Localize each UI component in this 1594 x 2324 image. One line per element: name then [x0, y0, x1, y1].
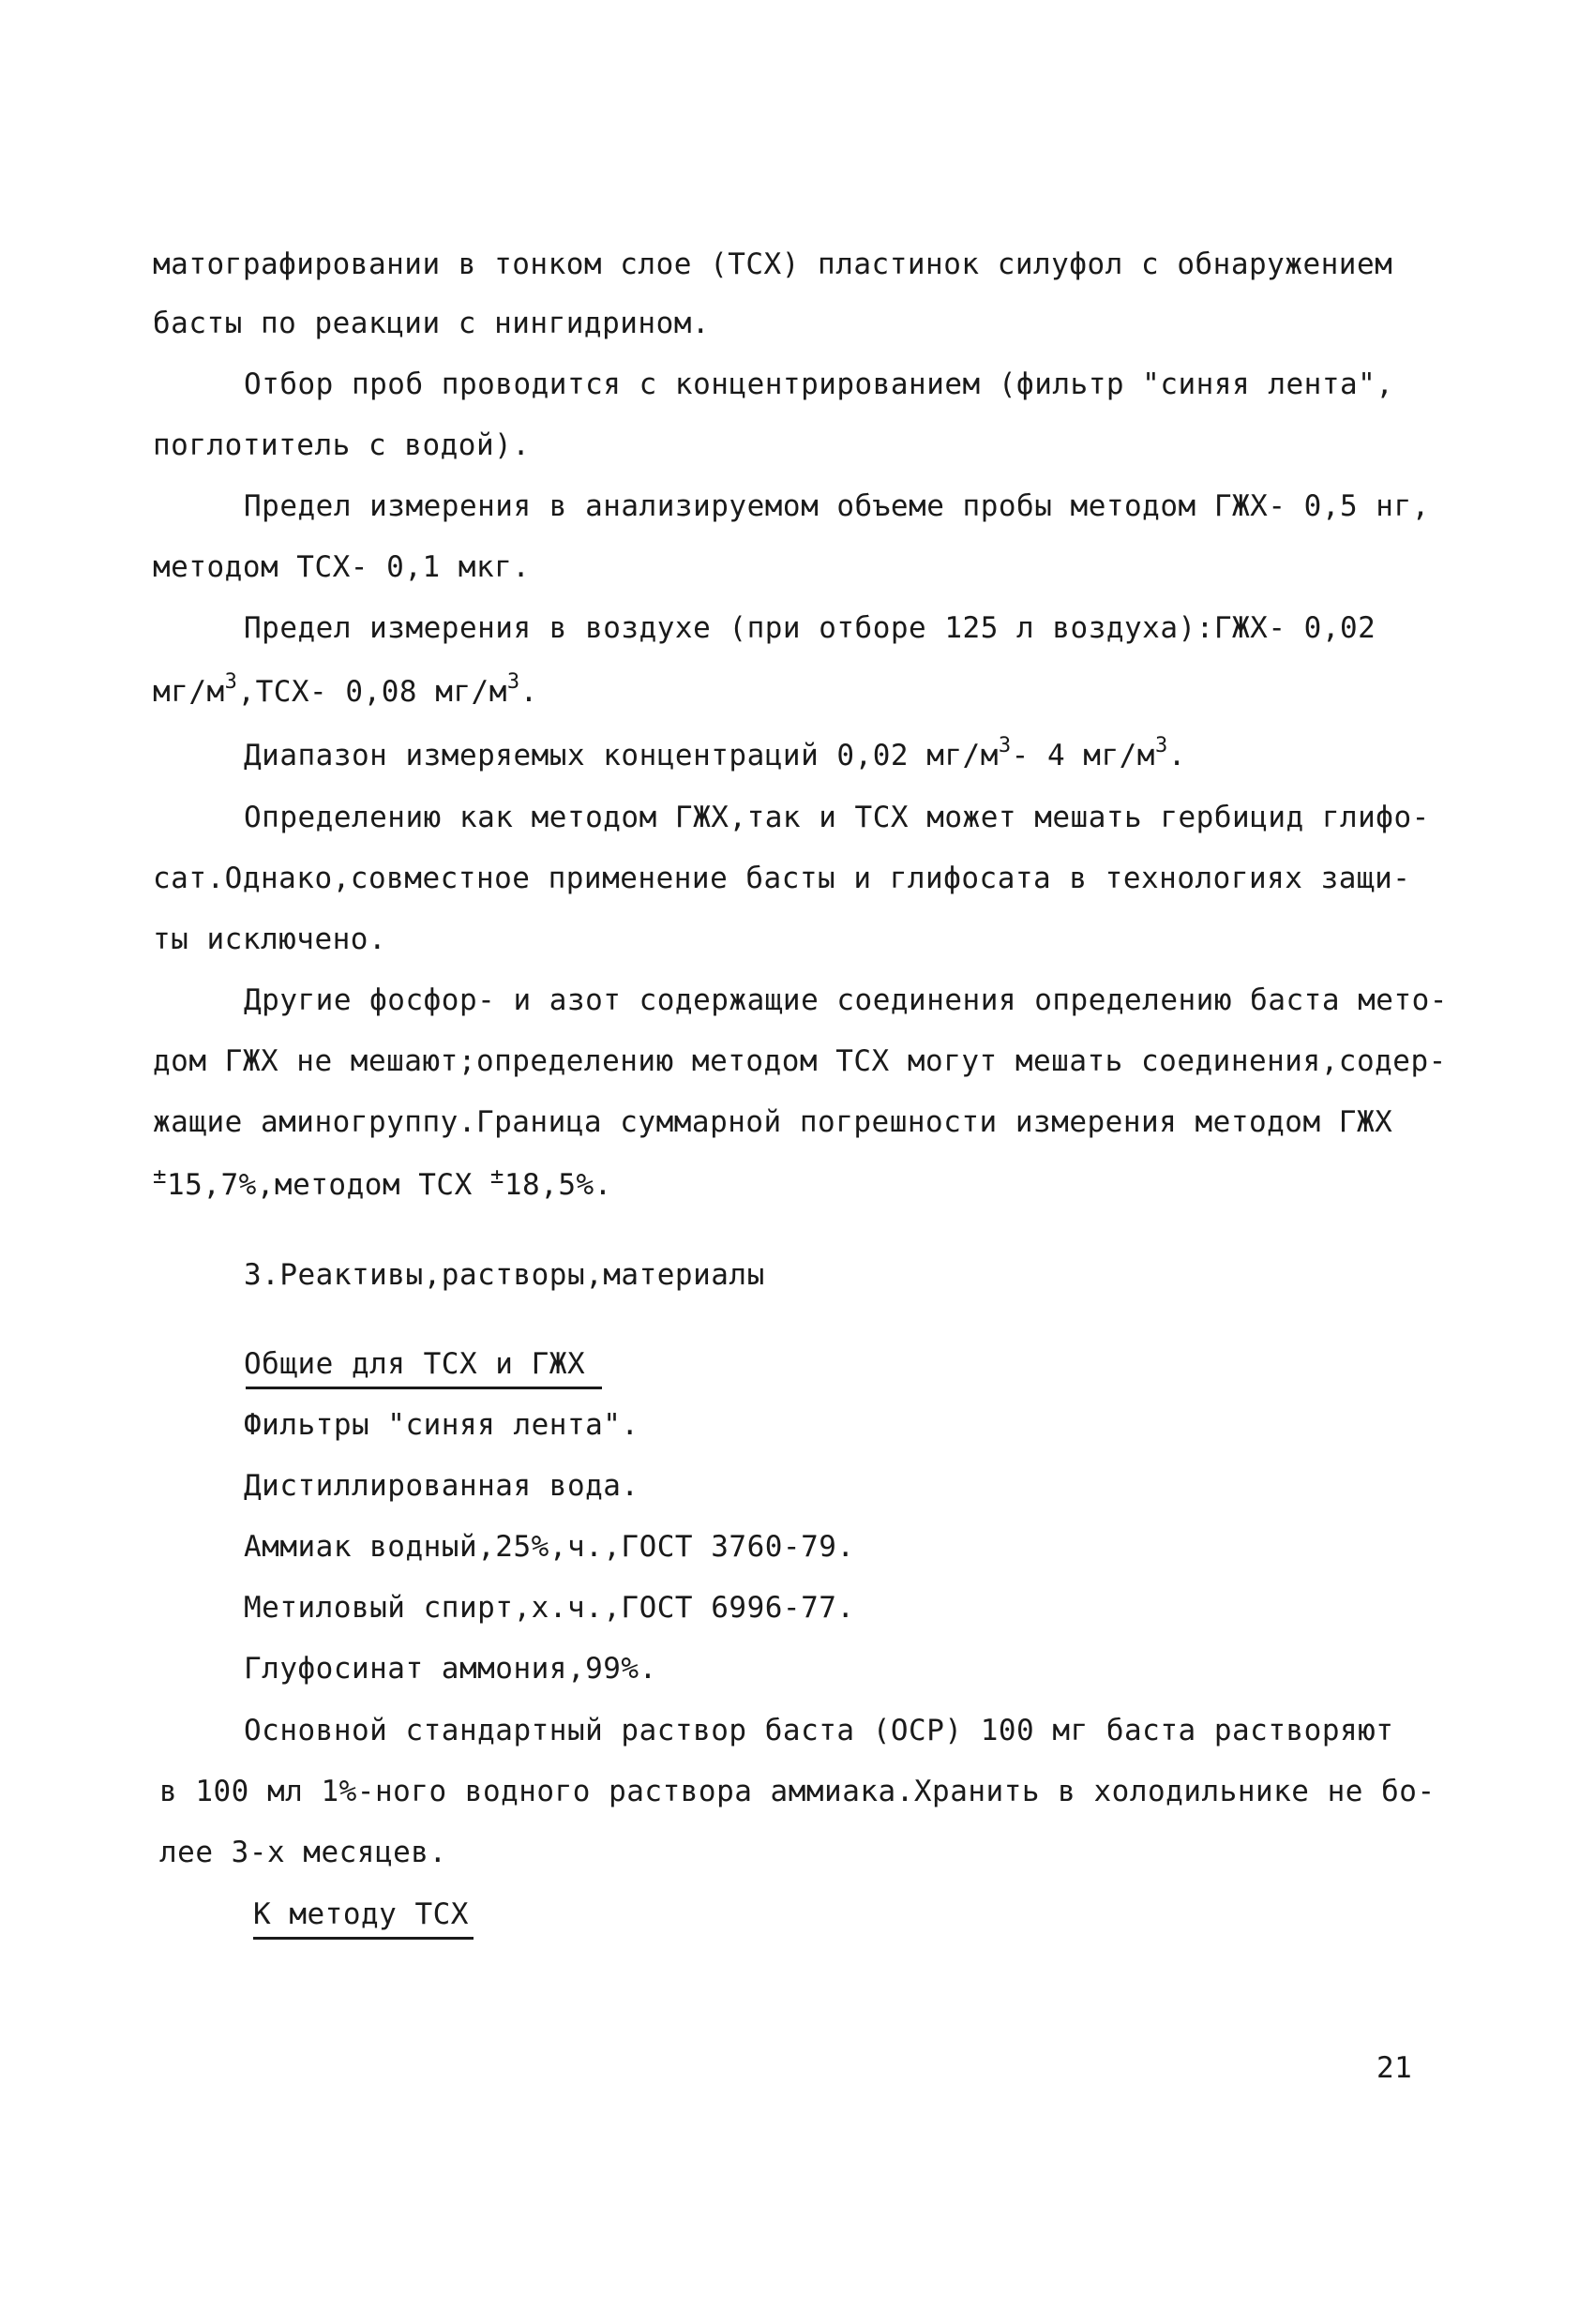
paragraph-limit-air-line-2: $мг/м^3,ТСХ-$ 0,08 $мг/м^3$.	[153, 670, 538, 709]
paragraph-other-line-4: ±15,7%,методом ТСХ ±18,5%.	[153, 1162, 612, 1202]
paragraph-other-line-1: Другие фосфор- и азот содержащие соединения определению баста мето-	[244, 983, 1448, 1017]
reagent-item-2: Дистиллированная вода.	[244, 1469, 639, 1503]
paragraph-interference-line-2: сат.Однако,совместное применение басты и глифосата в технологиях защи-	[153, 862, 1411, 895]
page-number: 21	[1376, 2051, 1413, 2085]
reagent-item-5: Глуфосинат аммония,99%.	[244, 1652, 657, 1686]
subheading-tlc-underline	[253, 1937, 474, 1940]
paragraph-interference-line-1: Определению как методом ГЖХ,так и ТСХ может мешать гербицид глифо-	[244, 801, 1430, 834]
paragraph-sampling-line-1: Отбор проб проводится с концентрированием (фильтр "синяя лента",	[244, 367, 1394, 401]
paragraph-intro-line-1: матографировании в тонком слое (ТСХ) пластинок силуфол с обнаружением	[153, 247, 1393, 281]
reagent-item-1: Фильтры "синяя лента".	[244, 1408, 639, 1442]
paragraph-limit-air-line-1: Предел измерения в воздухе (при отборе 125 л воздуха):ГЖХ- 0,02	[244, 611, 1376, 645]
subheading-common: Общие для ТСХ и ГЖХ	[244, 1347, 586, 1381]
section-heading: 3.Реактивы,растворы,материалы	[244, 1258, 765, 1292]
paragraph-limit-volume-line-1: Предел измерения в анализируемом объеме пробы методом ГЖХ- 0,5 нг,	[244, 489, 1430, 523]
paragraph-stock-line-3: лее 3-х месяцев.	[159, 1836, 447, 1869]
subheading-tlc: К методу ТСХ	[253, 1897, 469, 1931]
paragraph-limit-volume-line-2: методом ТСХ- 0,1 мкг.	[153, 550, 531, 584]
reagent-item-3: Аммиак водный,25%,ч.,ГОСТ 3760-79.	[244, 1530, 855, 1564]
reagent-item-4: Метиловый спирт,х.ч.,ГОСТ 6996-77.	[244, 1591, 855, 1625]
paragraph-stock-line-1: Основной стандартный раствор баста (ОСР) 100 мг баста растворяют	[244, 1714, 1394, 1747]
paragraph-interference-line-3: ты исключено.	[153, 922, 387, 956]
subheading-common-underline	[246, 1387, 602, 1389]
paragraph-stock-line-2: в 100 мл 1%-ного водного раствора аммиака.Хранить в холодильнике не бо-	[159, 1775, 1436, 1808]
paragraph-range: Диапазон измеряемых концентраций 0,02 $мг/м^3-$ 4 $мг/м^3$.	[244, 734, 1186, 772]
paragraph-other-line-2: дом ГЖХ не мешают;определению методом ТСХ могут мешать соединения,содер-	[153, 1044, 1447, 1078]
paragraph-other-line-3: жащие аминогруппу.Граница суммарной погрешности измерения методом ГЖХ	[153, 1105, 1393, 1139]
paragraph-intro-line-2: басты по реакции с нингидрином.	[153, 307, 711, 340]
paragraph-sampling-line-2: поглотитель с водой).	[153, 428, 531, 462]
